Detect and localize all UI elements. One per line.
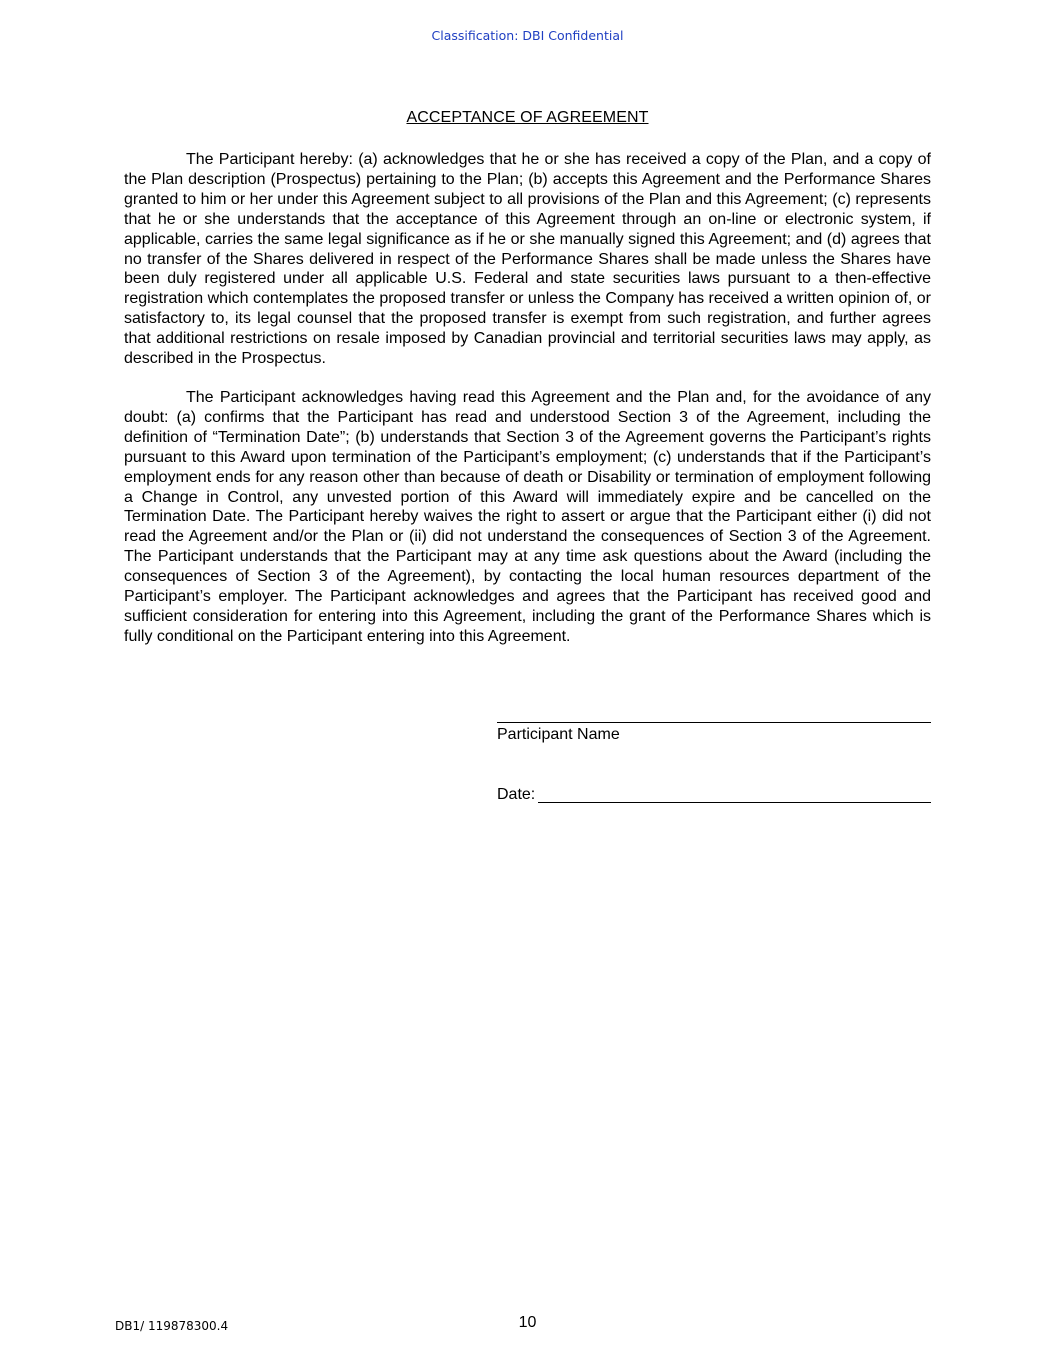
page-number: 10 bbox=[518, 1314, 537, 1331]
paragraph-acceptance bbox=[124, 150, 931, 369]
document-id: DB1/ 119878300.4 bbox=[115, 1319, 229, 1333]
participant-name-label: Participant Name bbox=[497, 726, 620, 743]
classification-label: Classification: DBI Confidential bbox=[431, 28, 624, 43]
document-title: ACCEPTANCE OF AGREEMENT bbox=[406, 109, 649, 126]
date-label: Date: bbox=[497, 786, 536, 803]
paragraph-text: The Participant acknowledges having read this Agreement and the Plan and, for the avoidance of any doubt: (a) confirms that the Participant has read and understood Section 3 of the Agreement, including the definition of “Termination Date”; (b) understands that Section 3 of the Agreement governs the Participant’s rights pursuant to this Award upon termination of the Participant’s employment; (c) understands that if the Participant’s employment ends for any reason other than because of death or Disability or termination of employment following a Change in Control, any unvested portion of this Award will immediately expire and be cancelled on the Termination Date. The Participant hereby waives the right to assert or argue that the Participant either (i) did not read the Agreement and/or the Plan or (ii) did not understand the consequences of Section 3 of the Agreement. The Participant understands that the Participant may at any time ask questions about the Award (including the consequences of Section 3 of the Agreement), by contacting the local human resources department of the Participant’s employer. The Participant acknowledges and agrees that the Participant has received good and sufficient consideration for entering into this Agreement, including the grant of the Performance Shares which is fully conditional on the Participant entering into this Agreement. bbox=[124, 389, 931, 645]
date-signature-line[interactable] bbox=[538, 802, 931, 803]
paragraph-text: The Participant hereby: (a) acknowledges that he or she has received a copy of the Plan, and a copy of the Plan description (Prospectus) pertaining to the Plan; (b) accepts this Agreement and the Performance Shares granted to him or her under this Agreement subject to all provisions of the Plan and this Agreement; (c) represents that he or she understands that the acceptance of this Agreement through an on-line or electronic system, if applicable, carries the same legal significance as if he or she manually signed this Agreement; and (d) agrees that no transfer of the Shares delivered in respect of the Performance Shares shall be made unless the Shares have been duly registered under all applicable U.S. Federal and state securities laws pursuant to a then-effective registration which contemplates the proposed transfer or unless the Company has received a written opinion of, or satisfactory to, its legal counsel that the proposed transfer is exempt from such registration, and further agrees that additional restrictions on resale imposed by Canadian provincial and territorial securities laws may apply, as described in the Prospectus. bbox=[124, 151, 931, 368]
participant-signature-line[interactable] bbox=[497, 722, 931, 723]
paragraph-acknowledgement bbox=[124, 388, 931, 647]
